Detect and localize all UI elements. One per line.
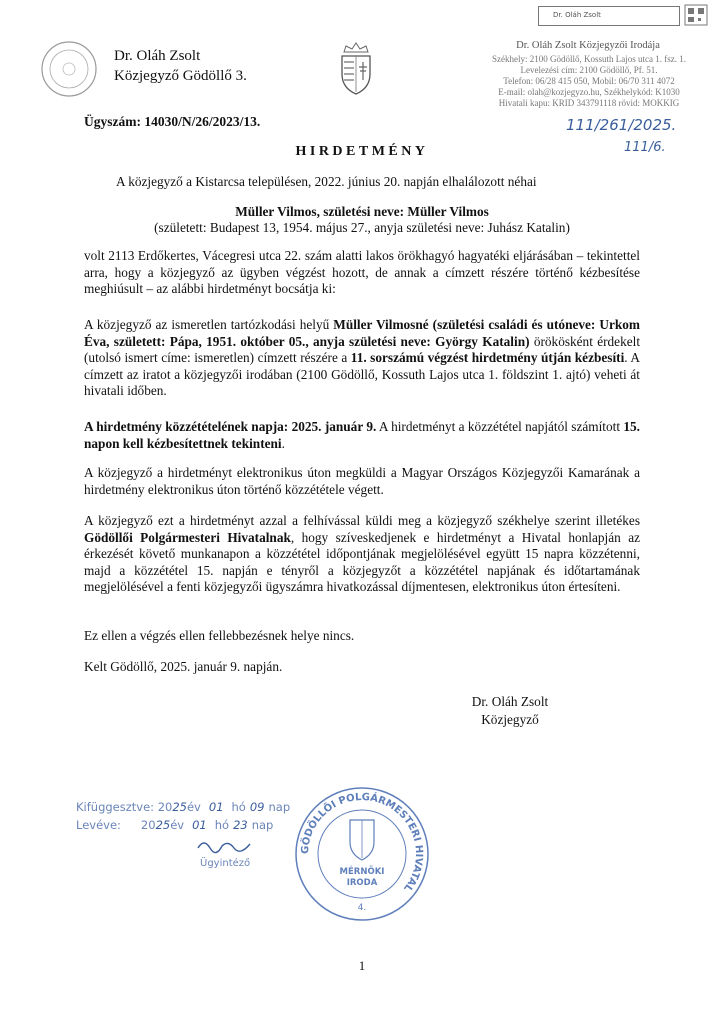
notary-seal (40, 40, 98, 98)
paragraph-delivery: A közjegyző az ismeretlen tartózkodási helyű Müller Vilmosné (születési családi és utóneve: Urkom Éva, született: Pápa, 1951. október 05., anyja születési neve: György Katalin) örökösként érdekelt (utolsó ismert címe: ismeretlen) címzett részére a 11. sorszámú végzést hirdetmény útján kézbesíti. A címzett az iratot a közjegyzői irodában (2100 Gödöllő, Kossuth Lajos utca 1. földszint 1. ajtó) veheti át hivatali időben. (84, 317, 641, 399)
office-name: Dr. Oláh Zsolt Közjegyzői Irodája (516, 40, 660, 51)
case-number: Ügyszám: 14030/N/26/2023/13. (84, 114, 261, 129)
office-address-line: Levelezési cím: 2100 Gödöllő, Pf. 51. (520, 65, 658, 75)
document-title: HIRDETMÉNY (295, 144, 429, 159)
page-number: 1 (358, 958, 366, 973)
paragraph-municipality: A közjegyző ezt a hirdetményt azzal a felhívással küldi meg a közjegyző székhelye szerint illetékes Gödöllői Polgármesteri Hivatalnak, hogy szíveskedjenek e hirdetményt a Hivatal honlapján az érkezését követő munkanapon a közzététel időpontjának megjelölésével együtt 15 napra közzétenni, majd a közzététel 15. napján e tényről a közjegyzőt a közzététel napjának és időtartamának megjelölésével a fenti közjegyzői ügyszámra hivatkozással díjmentesen, elektronikus úton értesíteni. (84, 513, 640, 595)
signature-name: Dr. Oláh Zsolt (471, 694, 549, 709)
qr-code-icon (684, 4, 708, 26)
clerk-label: Ügyintéző (200, 858, 251, 869)
stamp-center-line-2: IRODA (346, 878, 378, 888)
notary-name: Dr. Oláh Zsolt (114, 48, 201, 64)
deceased-name: Müller Vilmos, születési neve: Müller Vilmos (235, 204, 489, 219)
paragraph-publication-date: A hirdetmény közzétételének napja: 2025. január 9. A hirdetményt a közzététel napjától számított 15. napon kell kézbesítettnek tekinteni. (84, 419, 640, 451)
posting-stamp-removed-row: Levéve: 2025év 01 hó 23 nap (76, 818, 274, 832)
paragraph-proceedings: volt 2113 Erdőkertes, Vácegresi utca 22. szám alatti lakos örökhagyó hagyatéki eljárásában – tekintettel arra, hogy a közjegyző az ügyben végzést hozott, de annak a címzett részére történő kézbesítése meghiúsult – az alábbi hirdetményt bocsátja ki: (84, 248, 640, 297)
paragraph-no-appeal: Ez ellen a végzés ellen fellebbezésnek helye nincs. (84, 628, 355, 643)
coat-of-arms-icon (336, 40, 376, 96)
signature-role: Közjegyző (481, 712, 539, 727)
office-address-line: Hivatali kapu: KRID 343791118 rövid: MOKKIG (498, 98, 680, 108)
clerk-signature (194, 836, 254, 856)
received-stamp: Dr. Oláh Zsolt (538, 6, 680, 26)
municipal-round-stamp (292, 784, 432, 924)
posting-stamp-posted-row: Kifüggesztve: 2025év 01 hó 09 nap (76, 800, 291, 814)
intro-text: A közjegyző a Kistarcsa településen, 2022. június 20. napján elhalálozott néhai (116, 174, 537, 189)
posting-stamp (76, 796, 291, 876)
issue-date: Kelt Gödöllő, 2025. január 9. napján. (84, 659, 283, 674)
stamp-ring-text: GÖDÖLLŐI POLGÁRMESTERI HIVATAL (299, 791, 425, 894)
office-address-line: E-mail: olah@kozjegyzo.hu, Székhelykód: K1030 (498, 87, 680, 97)
stamp-center-line-1: MÉRNÖKI (339, 867, 385, 877)
handwritten-reference: 111/261/2025. (566, 116, 677, 134)
stamp-number: 4. (357, 903, 367, 913)
handwritten-reference-sub: 111/6. (624, 140, 666, 155)
notary-title: Közjegyző Gödöllő 3. (114, 68, 247, 84)
office-address-line: Székhely: 2100 Gödöllő, Kossuth Lajos utca 1. fsz. 1. (492, 54, 686, 64)
paragraph-chamber: A közjegyző a hirdetményt elektronikus úton megküldi a Magyar Országos Közjegyzői Kamarának a hirdetmény elektronikus úton történő közzététele végett. (84, 465, 640, 497)
office-address-line: Telefon: 06/28 415 050, Mobil: 06/70 311 4072 (503, 76, 675, 86)
deceased-birth: (született: Budapest 13, 1954. május 27., anyja születési neve: Juhász Katalin) (154, 220, 570, 235)
